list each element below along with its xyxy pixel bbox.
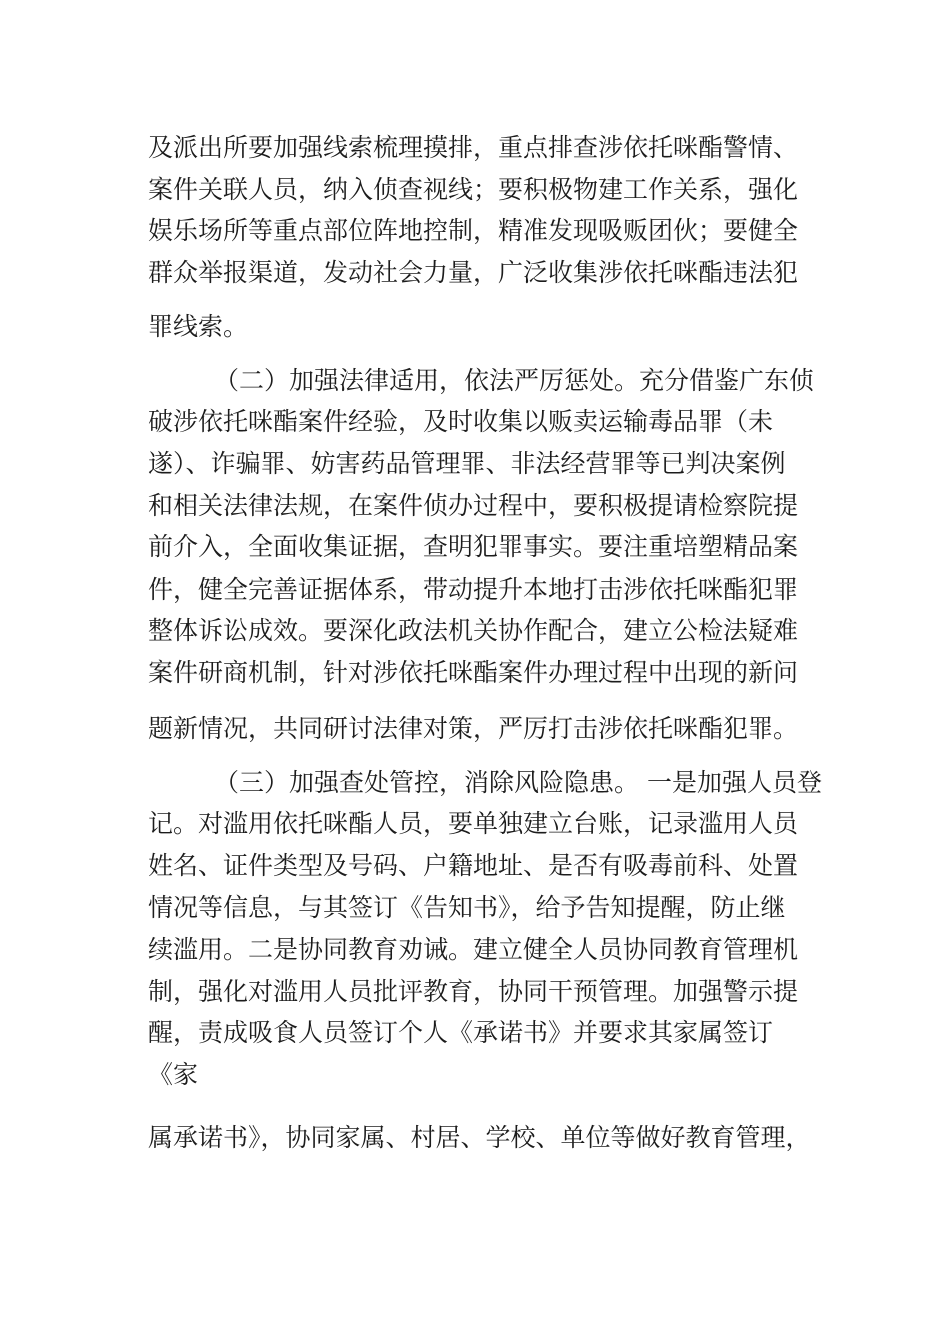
text-line: 姓名、证件类型及号码、户籍地址、是否有吸毒前科、处置 <box>148 851 799 880</box>
text-line: 续滥用。二是协同教育劝诫。建立健全人员协同教育管理机 <box>148 935 799 964</box>
text-line: 案件关联人员，纳入侦查视线；要积极物建工作关系，强化 <box>148 175 799 204</box>
text-line: 及派出所要加强线索梳理摸排，重点排查涉依托咪酯警情、 <box>148 133 799 162</box>
paragraph-heading-3: （三）加强查处管控，消除风险隐患。 一是加强人员登 <box>214 768 822 797</box>
text-line: 整体诉讼成效。要深化政法机关协作配合，建立公检法疑难 <box>148 616 799 645</box>
text-line: 属承诺书》，协同家属、村居、学校、单位等做好教育管理， <box>148 1123 811 1152</box>
paragraph-heading-2: （二）加强法律适用，依法严厉惩处。充分借鉴广东侦 <box>214 366 815 395</box>
text-line: 制，强化对滥用人员批评教育，协同干预管理。加强警示提 <box>148 977 799 1006</box>
text-line: 前介入，全面收集证据，查明犯罪事实。要注重培塑精品案 <box>148 532 799 561</box>
text-line: 和相关法律法规，在案件侦办过程中，要积极提请检察院提 <box>148 491 799 520</box>
text-line: 题新情况，共同研讨法律对策，严厉打击涉依托咪酯犯罪。 <box>148 714 799 743</box>
text-line: 遂）、诈骗罪、妨害药品管理罪、非法经营罪等已判决案例 <box>148 449 786 478</box>
text-line: 破涉依托咪酯案件经验，及时收集以贩卖运输毒品罪（未 <box>148 407 774 436</box>
text-line: 《家 <box>148 1060 199 1089</box>
text-line: 醒，责成吸食人员签订个人《承诺书》并要求其家属签订 <box>148 1018 774 1047</box>
text-line: 娱乐场所等重点部位阵地控制，精准发现吸贩团伙；要健全 <box>148 216 799 245</box>
text-line: 群众举报渠道，发动社会力量，广泛收集涉依托咪酯违法犯 <box>148 258 799 287</box>
text-line: 罪线索。 <box>148 312 249 341</box>
text-line: 记。对滥用依托咪酯人员，要单独建立台账，记录滥用人员 <box>148 809 799 838</box>
text-line: 情况等信息，与其签订《告知书》，给予告知提醒，防止继 <box>148 893 786 922</box>
text-line: 案件研商机制，针对涉依托咪酯案件办理过程中出现的新问 <box>148 658 799 687</box>
text-line: 件，健全完善证据体系，带动提升本地打击涉依托咪酯犯罪 <box>148 575 799 604</box>
